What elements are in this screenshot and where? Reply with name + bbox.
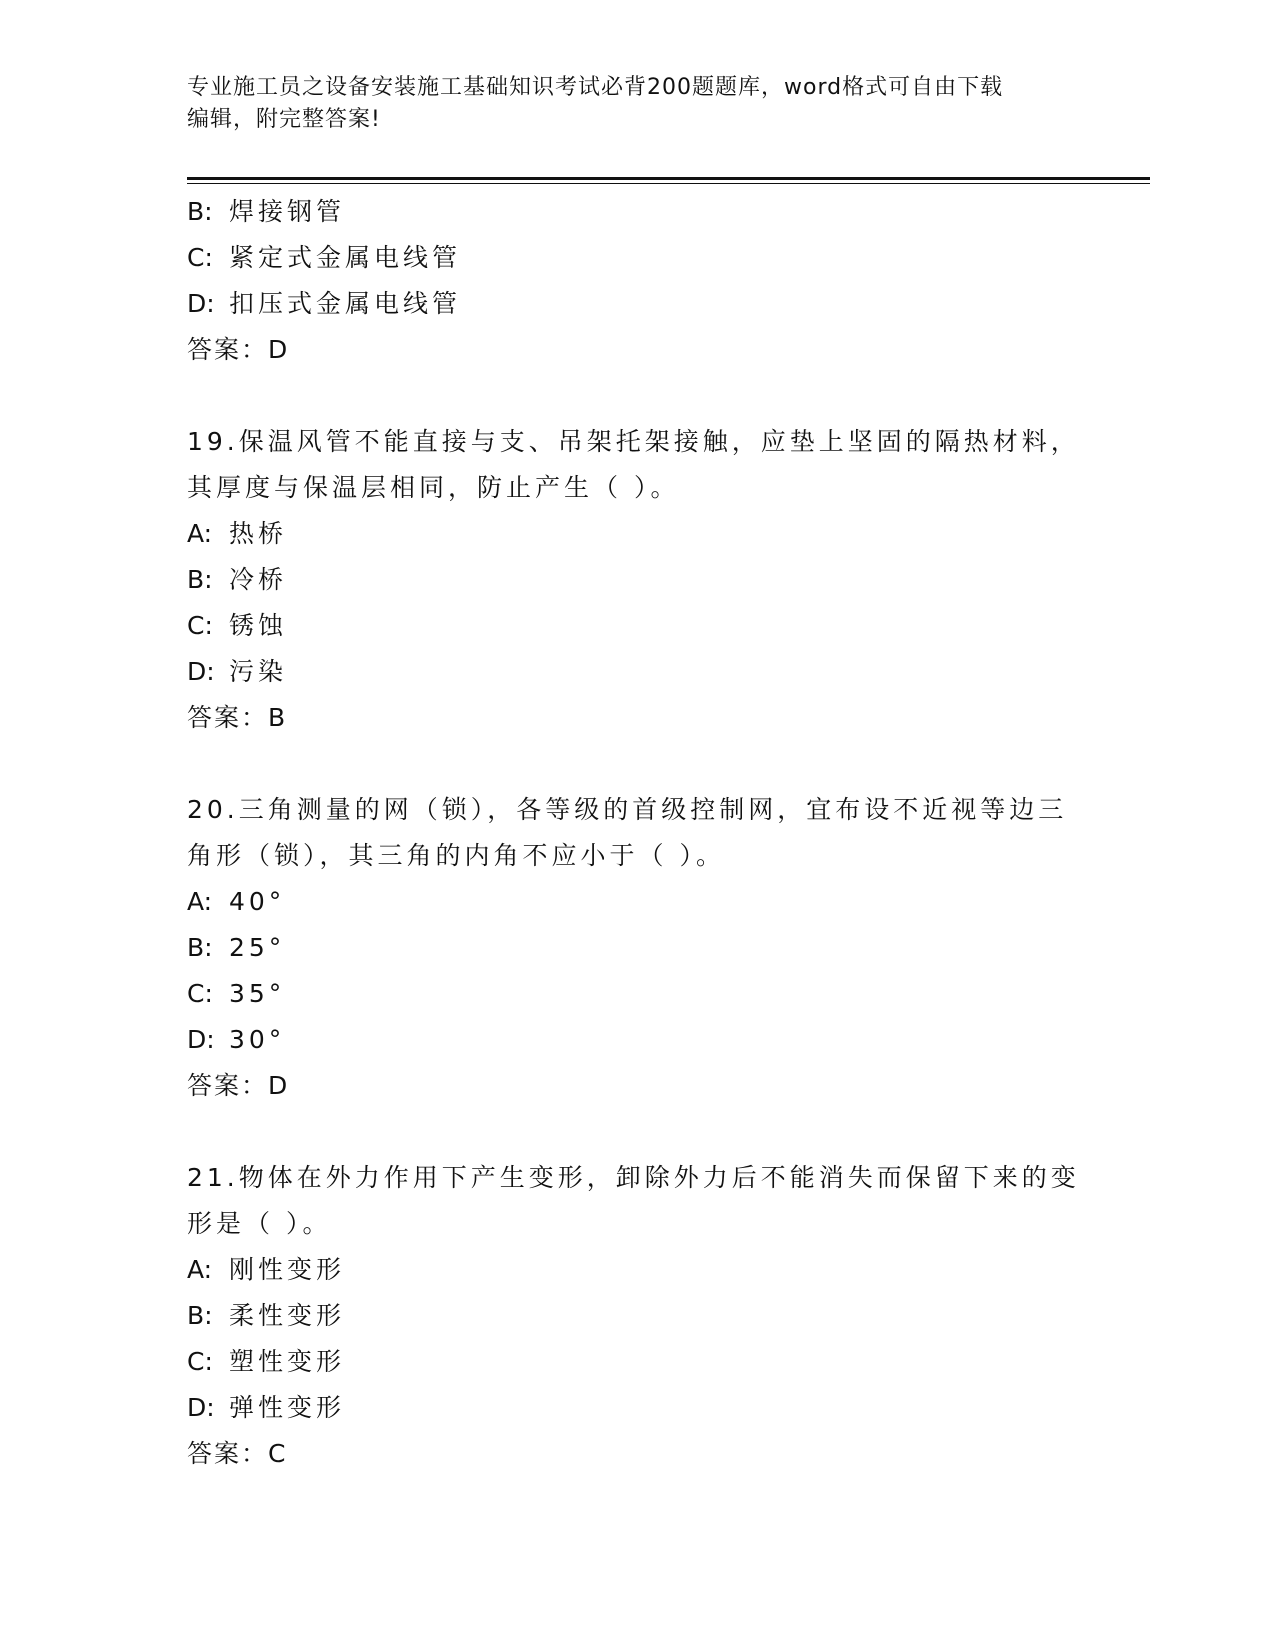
header-title-line2: 编辑，附完整答案! (187, 107, 381, 132)
option-letter: C: (187, 979, 213, 1008)
option-text: 冷桥 (229, 565, 288, 594)
spacer (187, 373, 1087, 419)
option-b (187, 189, 1087, 235)
option-letter: B: (187, 565, 213, 594)
option-letter: D: (187, 657, 215, 686)
question-stem-line1: 21.物体在外力作用下产生变形，卸除外力后不能消失而保留下来的变 (187, 1163, 1080, 1192)
option-letter: B: (187, 197, 213, 226)
option-text: 塑性变形 (229, 1347, 346, 1376)
answer-line: 答案：D (187, 1071, 290, 1100)
option-c (187, 603, 1087, 649)
option-letter: D: (187, 289, 215, 318)
option-text: 35° (229, 979, 286, 1008)
answer-line: 答案：C (187, 1439, 288, 1468)
option-text: 刚性变形 (229, 1255, 346, 1284)
option-text: 焊接钢管 (229, 197, 346, 226)
question-stem-line2: 其厚度与保温层相同，防止产生（ ）。 (187, 473, 680, 502)
header-divider-thick (187, 177, 1150, 180)
option-d (187, 649, 1087, 695)
option-text: 锈蚀 (229, 611, 288, 640)
option-text: 40° (229, 887, 286, 916)
option-c (187, 1339, 1087, 1385)
option-a (187, 1247, 1087, 1293)
option-b (187, 557, 1087, 603)
option-d (187, 1385, 1087, 1431)
option-b (187, 925, 1087, 971)
option-text: 弹性变形 (229, 1393, 346, 1422)
header-title-line1: 专业施工员之设备安装施工基础知识考试必背200题题库，word格式可自由下载 (187, 75, 1004, 100)
option-c (187, 235, 1087, 281)
option-c (187, 971, 1087, 1017)
answer-line: 答案：B (187, 703, 288, 732)
option-a (187, 511, 1087, 557)
option-letter: A: (187, 887, 213, 916)
question-21 (187, 1155, 1087, 1477)
question-stem-line2: 形是（ ）。 (187, 1209, 332, 1238)
option-text: 污染 (229, 657, 288, 686)
option-letter: C: (187, 243, 213, 272)
option-letter: C: (187, 1347, 213, 1376)
option-text: 热桥 (229, 519, 288, 548)
question-18-continued (187, 189, 1087, 373)
header-divider-thin (187, 183, 1150, 184)
option-text: 扣压式金属电线管 (229, 289, 462, 318)
question-19 (187, 419, 1087, 741)
spacer (187, 1109, 1087, 1155)
page-header (187, 72, 1087, 136)
option-text: 25° (229, 933, 286, 962)
option-d (187, 281, 1087, 327)
option-letter: D: (187, 1393, 215, 1422)
option-letter: A: (187, 1255, 213, 1284)
option-letter: B: (187, 1301, 213, 1330)
answer-line: 答案：D (187, 335, 290, 364)
option-text: 30° (229, 1025, 286, 1054)
option-d (187, 1017, 1087, 1063)
question-stem-line1: 19.保温风管不能直接与支、吊架托架接触，应垫上坚固的隔热材料， (187, 427, 1080, 456)
question-stem-line1: 20.三角测量的网（锁），各等级的首级控制网，宜布设不近视等边三 (187, 795, 1068, 824)
option-letter: A: (187, 519, 213, 548)
question-list (187, 189, 1087, 1477)
spacer (187, 741, 1087, 787)
option-text: 柔性变形 (229, 1301, 346, 1330)
option-letter: B: (187, 933, 213, 962)
option-a (187, 879, 1087, 925)
question-20 (187, 787, 1087, 1109)
option-b (187, 1293, 1087, 1339)
option-letter: D: (187, 1025, 215, 1054)
question-stem-line2: 角形（锁），其三角的内角不应小于（ ）。 (187, 841, 725, 870)
option-text: 紧定式金属电线管 (229, 243, 462, 272)
option-letter: C: (187, 611, 213, 640)
